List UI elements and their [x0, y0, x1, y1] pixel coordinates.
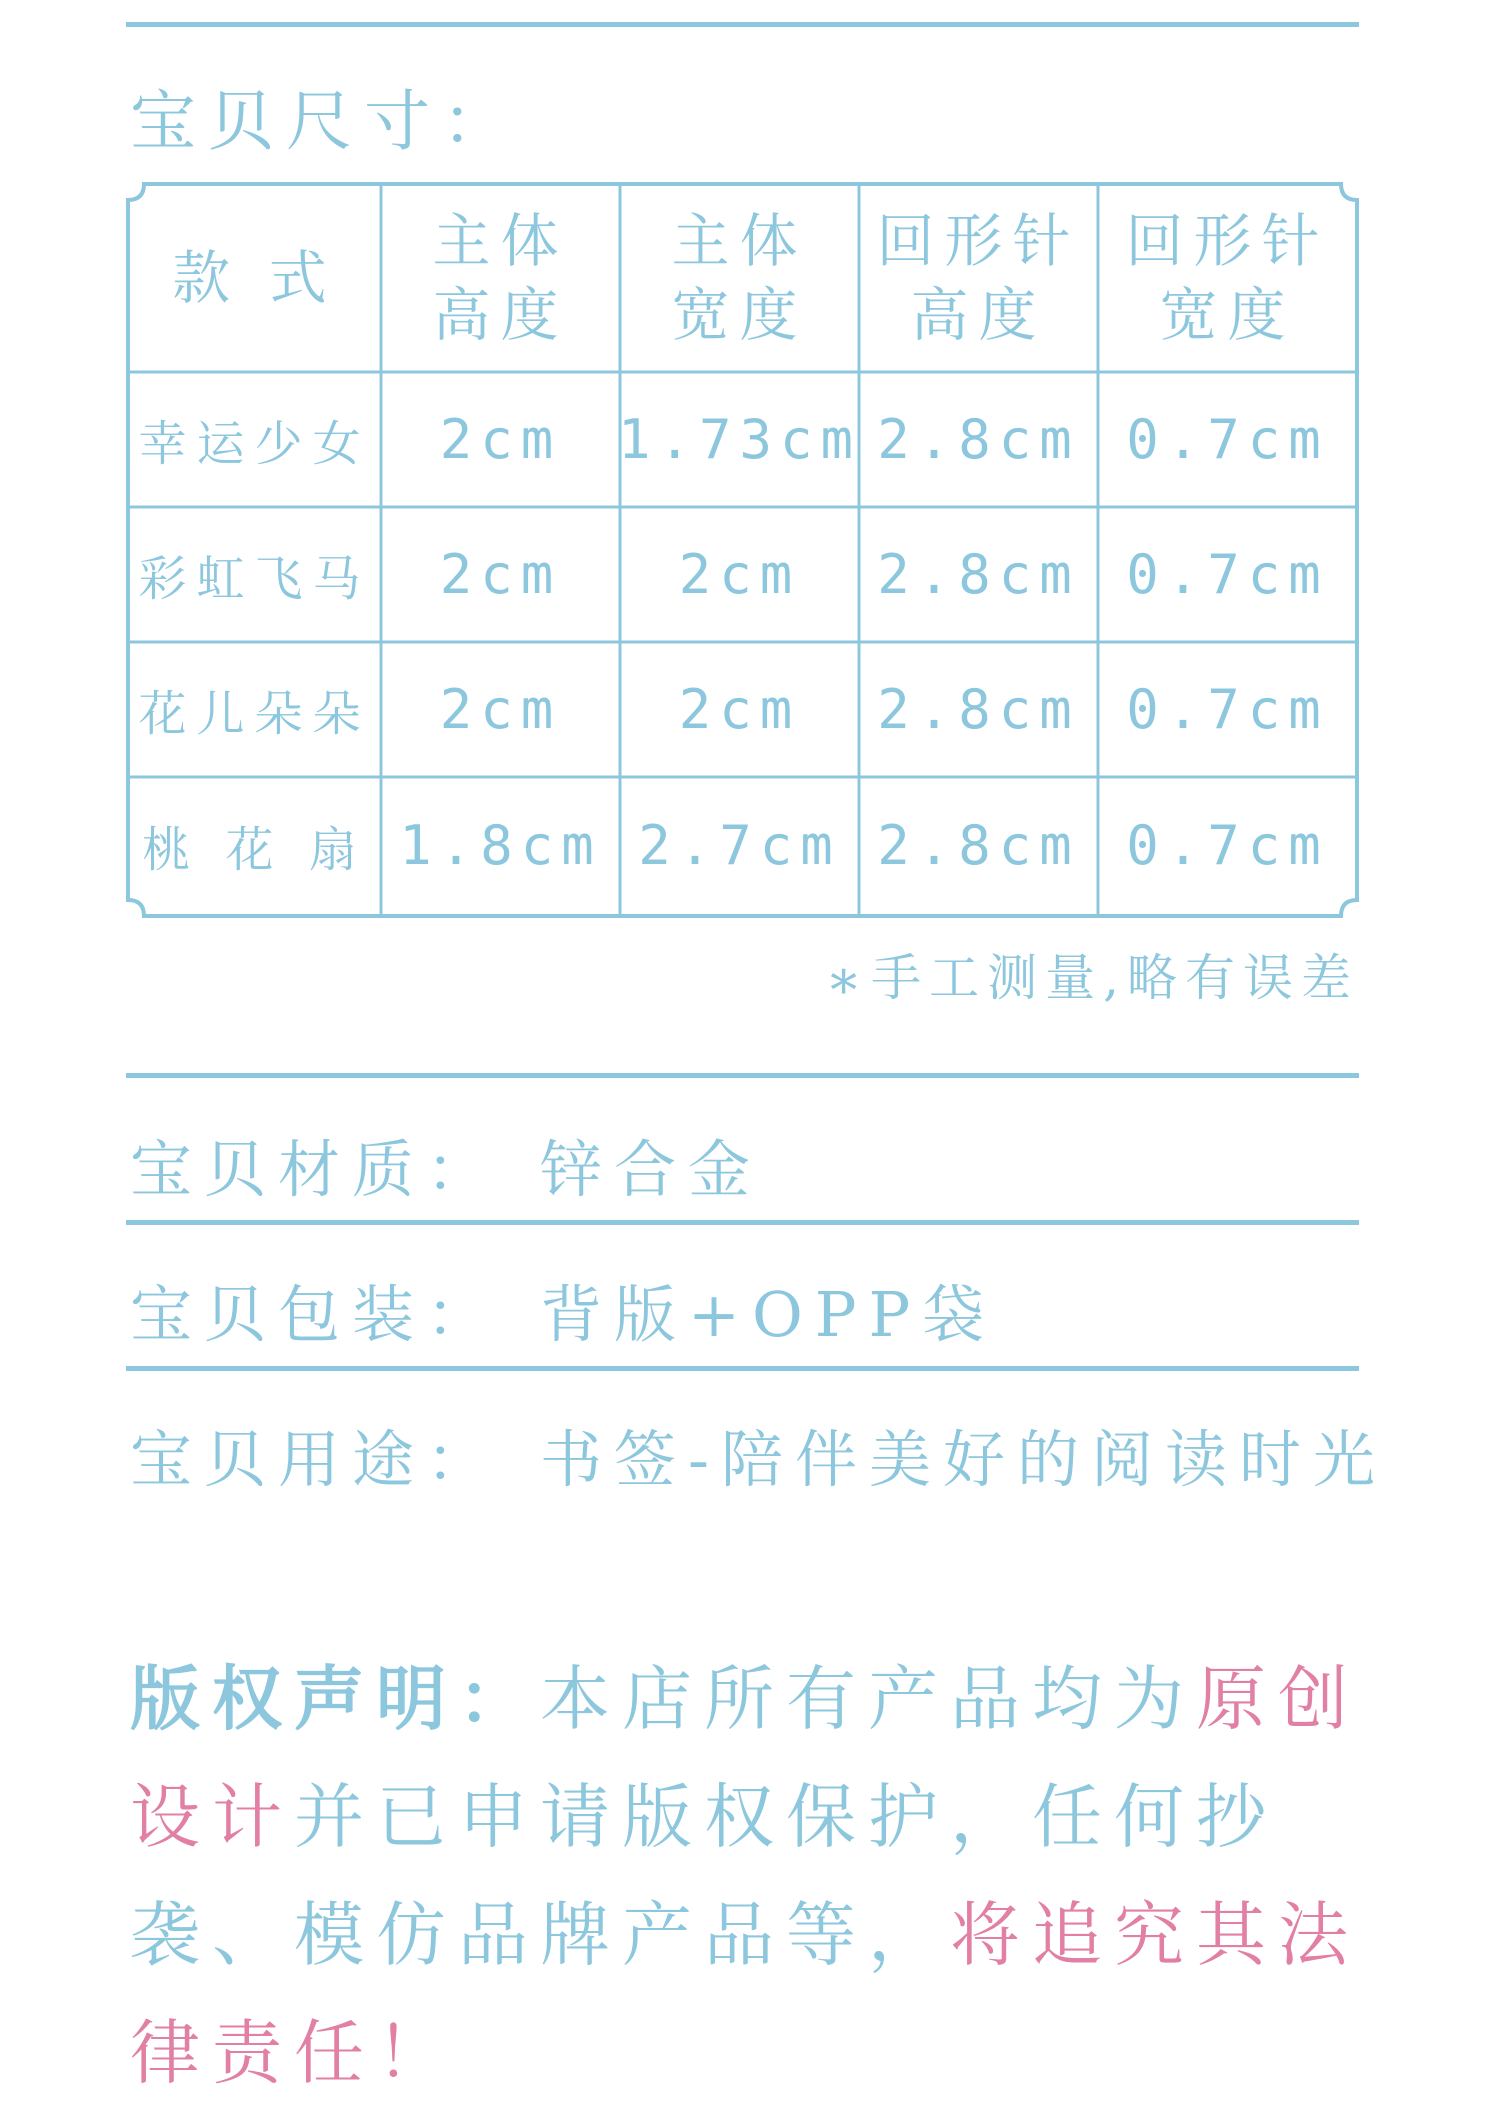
- table-cell: 2cm: [439, 543, 562, 606]
- table-cell: 2cm: [678, 543, 801, 606]
- row-name: 幸运少女: [138, 416, 371, 472]
- legal-warning-highlight: 将追究其法律责任！: [130, 1894, 1360, 2094]
- header-clip-width: 回形针 宽度: [1125, 207, 1330, 349]
- material-line: 宝贝材质： 锌合金: [130, 1133, 763, 1206]
- table-cell: 2.8cm: [877, 408, 1080, 471]
- copyright-label: 版权声明：: [130, 1657, 540, 1740]
- original-design-highlight: 原创设计: [130, 1658, 1360, 1858]
- header-body-width: 主体 宽度: [671, 207, 808, 349]
- packaging-line: 宝贝包装： 背版+OPP袋: [130, 1278, 997, 1351]
- packaging-value: 背版+OPP袋: [540, 1278, 997, 1351]
- row-name: 花儿朵朵: [138, 686, 371, 742]
- asterisk-icon: *: [830, 959, 866, 1022]
- header-body-height: 主体 高度: [432, 207, 569, 349]
- size-heading: 宝贝尺寸：: [130, 83, 520, 160]
- measurement-note: * 手工测量,略有误差: [830, 949, 1359, 1022]
- usage-line: 宝贝用途： 书签-陪伴美好的阅读时光: [130, 1423, 1387, 1496]
- table-cell: 0.7cm: [1126, 678, 1329, 741]
- divider: [126, 1073, 1359, 1078]
- divider: [126, 1220, 1359, 1225]
- table-cell: 0.7cm: [1126, 814, 1329, 877]
- table-cell: 0.7cm: [1126, 543, 1329, 606]
- table-cell: 1.8cm: [399, 814, 602, 877]
- header-clip-height: 回形针 高度: [876, 207, 1081, 349]
- header-style: 款 式: [172, 244, 337, 312]
- table-cell: 2.8cm: [877, 814, 1080, 877]
- top-divider: [126, 22, 1359, 27]
- table-cell: 2cm: [439, 678, 562, 741]
- divider: [126, 1366, 1359, 1371]
- table-cell: 1.73cm: [617, 408, 862, 471]
- row-name: 彩虹飞马: [138, 551, 371, 607]
- table-cell: 0.7cm: [1126, 408, 1329, 471]
- table-cell: 2cm: [678, 678, 801, 741]
- table-cell: 2cm: [439, 408, 562, 471]
- copyright-statement: 版权声明：本店所有产品均为原创设计并已申请版权保护，任何抄袭、模仿品牌产品等，将追究其法律责任！: [130, 1657, 1360, 2094]
- usage-value: 书签-陪伴美好的阅读时光: [540, 1423, 1387, 1496]
- table-cell: 2.7cm: [638, 814, 841, 877]
- row-name: 桃 花 扇: [142, 822, 367, 878]
- size-table: [126, 182, 1359, 918]
- material-value: 锌合金: [540, 1133, 763, 1206]
- table-cell: 2.8cm: [877, 678, 1080, 741]
- table-cell: 2.8cm: [877, 543, 1080, 606]
